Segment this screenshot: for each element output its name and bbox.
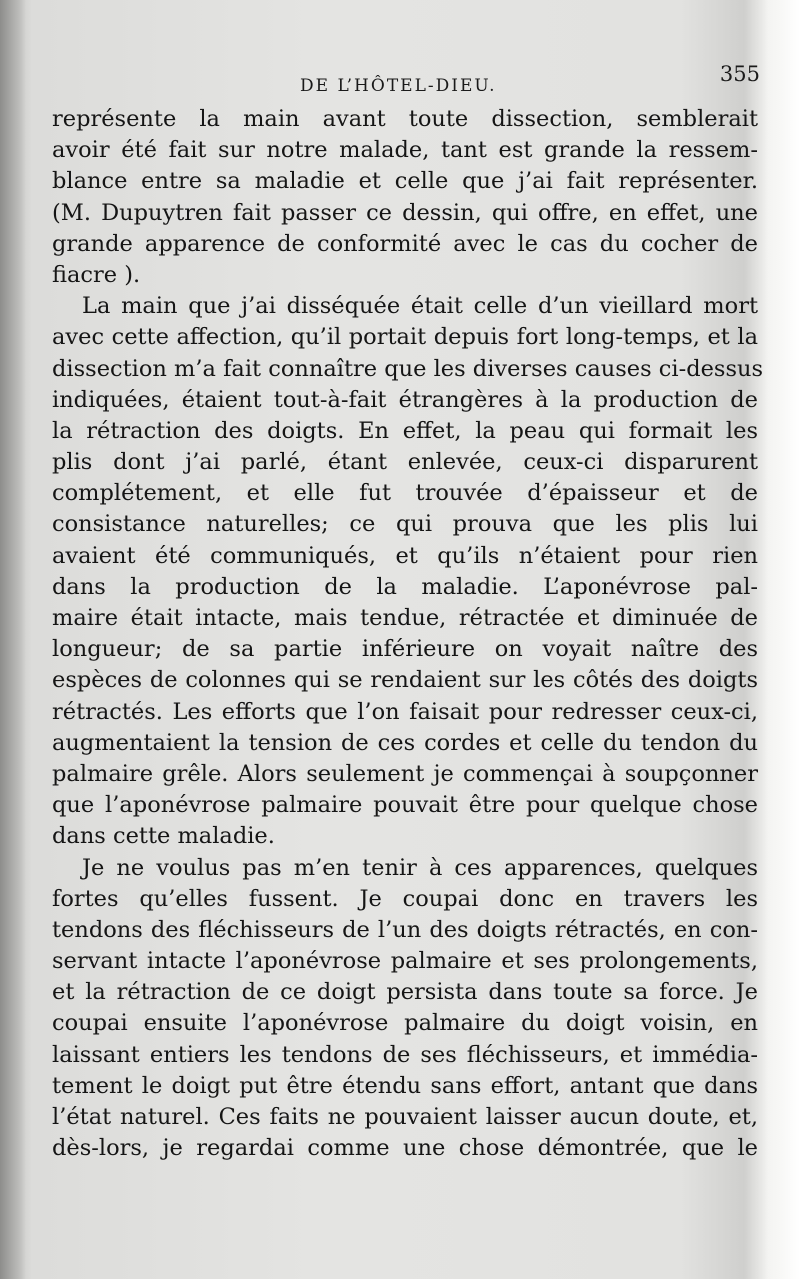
text-line: augmentaient la tension de ces cordes et celle du tendon du xyxy=(52,729,758,756)
text-line: fiacre ). xyxy=(52,261,141,288)
text-line: avec cette affection, qu’il portait depuis fort long-temps, et la xyxy=(52,324,758,351)
text-line: dissection m’a fait connaître que les diverses causes ci-dessus xyxy=(52,355,764,382)
text-line: représente la main avant toute dissection, semblerait xyxy=(52,106,758,132)
text-line: palmaire grêle. Alors seulement je commençai à soupçonner xyxy=(52,760,758,787)
text-line: espèces de colonnes qui se rendaient sur les côtés des doigts xyxy=(52,667,758,694)
text-line: coupai ensuite l’aponévrose palmaire du doigt voisin, en xyxy=(52,1010,758,1037)
text-line: l’état naturel. Ces faits ne pouvaient laisser aucun doute, et, xyxy=(52,1104,758,1130)
running-head: DE L’HÔTEL-DIEU. xyxy=(300,76,497,96)
text-line: tement le doigt put être étendu sans effort, antant que dans xyxy=(52,1072,758,1099)
text-line: Je ne voulus pas m’en tenir à ces apparences, quelques xyxy=(82,854,758,881)
text-line: avaient été communiqués, et qu’ils n’étaient pour rien xyxy=(52,542,758,569)
text-line: blance entre sa maladie et celle que j’ai fait représenter. xyxy=(52,168,758,195)
text-line: laissant entiers les tendons de ses fléchisseurs, et immédia- xyxy=(52,1041,758,1068)
text-line: dans cette maladie. xyxy=(52,823,275,850)
text-line: (M. Dupuytren fait passer ce dessin, qui offre, en effet, une xyxy=(52,199,758,226)
text-line: et la rétraction de ce doigt persista dans toute sa force. Je xyxy=(52,979,758,1006)
text-line: servant intacte l’aponévrose palmaire et ses prolongements, xyxy=(52,948,758,975)
text-line: complétement, et elle fut trouvée d’épaisseur et de xyxy=(52,480,758,507)
text-line: la rétraction des doigts. En effet, la peau qui formait les xyxy=(52,417,758,444)
text-line: indiquées, étaient tout-à-fait étrangères à la production de xyxy=(52,386,758,413)
text-line: plis dont j’ai parlé, étant enlevée, ceux-ci disparurent xyxy=(52,449,758,476)
text-line: rétractés. Les efforts que l’on faisait pour redresser ceux-ci, xyxy=(52,698,758,725)
page-edge xyxy=(764,0,800,1279)
text-line: grande apparence de conformité avec le cas du cocher de xyxy=(52,230,758,257)
text-line: dans la production de la maladie. L’aponévrose pal- xyxy=(52,573,758,600)
text-line: maire était intacte, mais tendue, rétractée et diminuée de xyxy=(52,605,758,631)
text-line: longueur; de sa partie inférieure on voyait naître des xyxy=(52,636,758,663)
text-line: consistance naturelles; ce qui prouva que les plis lui xyxy=(52,511,758,538)
text-line: dès-lors, je regardai comme une chose démontrée, que le xyxy=(52,1135,758,1162)
text-line: avoir été fait sur notre malade, tant est grande la ressem- xyxy=(52,137,758,164)
text-line: tendons des fléchisseurs de l’un des doigts rétractés, en con- xyxy=(52,916,758,943)
text-line: que l’aponévrose palmaire pouvait être pour quelque chose xyxy=(52,792,758,819)
page-number: 355 xyxy=(719,62,760,86)
paragraph xyxy=(52,104,758,291)
paragraph xyxy=(52,853,758,1165)
text-line: fortes qu’elles fussent. Je coupai donc en travers les xyxy=(52,885,758,912)
body-text xyxy=(52,104,764,1164)
page-gutter-shadow xyxy=(0,0,26,1279)
page-header xyxy=(52,62,760,98)
text-line: La main que j’ai disséquée était celle d’un vieillard mort xyxy=(82,293,758,320)
paragraph xyxy=(52,291,764,852)
